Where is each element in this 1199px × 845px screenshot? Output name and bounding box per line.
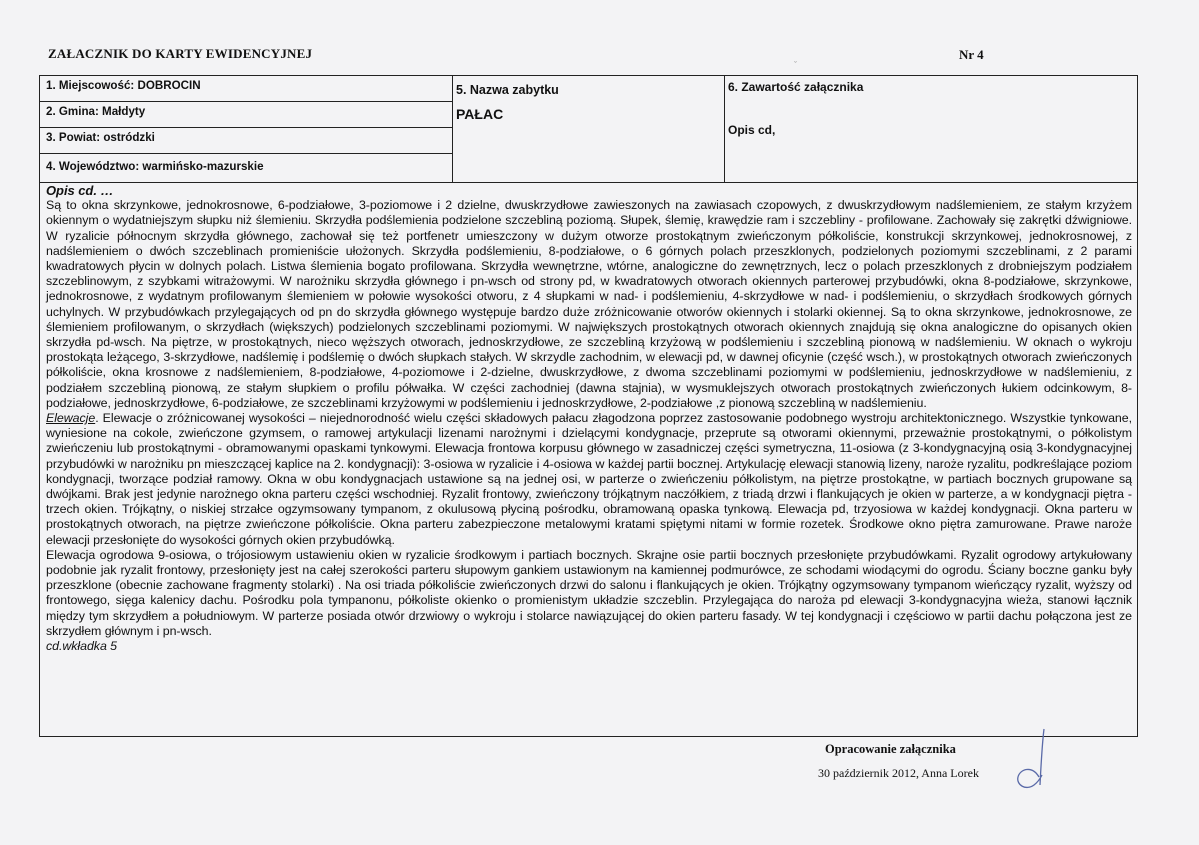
field-gmina: 2. Gmina: Małdyty xyxy=(40,102,452,128)
elevations-paragraph xyxy=(46,411,1132,548)
handwritten-signature xyxy=(1008,725,1048,795)
contents-label: 6. Zawartość załącznika xyxy=(728,80,864,94)
contents-column xyxy=(724,76,1137,182)
scan-mark: ˇ xyxy=(794,60,797,70)
elevations-text: . Elewacje o zróżnicowanej wysokości – niejednorodność wielu części składowych pałacu złagodzona poprzez zastosowanie podobnego wystroju architektonicznego. Wszystkie tynkowane, wyniesione na cokole, zwieńczone gzymsem, o ramowej artykulacji lizenami narożnymi i dzielącymi kondygnacje, przeprute są otworami okiennymi, przeważnie prostokątnymi, o półkolistym zwieńczeniu lub prostokątnymi - obramowanymi opaskami tynkowymi. Elewacja frontowa korpusu głównego w zasadniczej części symetryczna, 11-osiowa (z 3-kondygnacyjną osią 3-kondygnacyjnej przybudówki w narożniku pn mieszczącej kaplice na 2. kondygnacji): 3-osiowa w ryzalicie i 4-osiowa w każdej partii bocznej. Artykulację elewacji stanowią lizeny, naroże ryzalitu, podkreślające poziom kondygnacji, tworzące podział ramowy. Okna w obu kondygnacjach ustawione są na jednej osi, w parterze o zwieńczeniu półkolistym, na piętrze prostokątne, w partiach bocznych grupowane są dwójkami. Brak jest jedynie narożnego okna parteru części wschodniej. Ryzalit frontowy, zwieńczony trójkątnym naczółkiem, z triadą drzwi i flankujących je okien w parterze, a w kondygnacji piętra - trzech okien. Trójkątny, o niskiej strzałce ogzymsowany tympanom, z okulusową płyciną pośrodku, obramowaną opaska tynkową. Elewacja pd, trzyosiowa w każdej kondygnacji. Okna parteru w prostokątnych otworach, na piętrze zwieńczone półkoliście. Okna parteru zabezpieczone metalowymi kratami spiętymi nitami w formie rozetek. Środkowe okno piętra zamurowane. Prawe naroże elewacji przesłonięte do wysokości górnych okien przybudówką. xyxy=(46,411,1132,547)
field-wojewodztwo: 4. Województwo: warmińsko-mazurskie xyxy=(46,160,264,173)
monument-name-label: 5. Nazwa zabytku xyxy=(456,83,559,97)
prepared-by: 30 październik 2012, Anna Lorek xyxy=(818,766,979,780)
windows-paragraph: Są to okna skrzynkowe, jednokrosnowe, 6-podziałowe, 3-poziomowe i 2 dzielne, dwuskrzydłowe zawieszonych na zawiasach czopowych, z dwuskrzydłowym nadślemieniem, ze stałym krzyżem okiennym o wydatniejszym słupku niż ślemieniu. Skrzydła podślemienia podzielone szczebliną poziomą. Słupek, ślemię, krawędzie ram i szczebliny - profilowane. Zachowały się zakrętki dźwigniowe. W ryzalicie północnym skrzydła głównego, zachował się też portfenetr umieszczony w dużym otworze prostokątnym zwieńczonym półkoliście, konstrukcji skrzynkowej, jednokrosnowej, z nadślemieniem o dwóch szczeblinach promieniście ułożonych. Skrzydła podślemieniu, 8-podziałowe, o 6 górnych polach przeszklonych, podzielonych poziomymi szczeblinami, z 2 parami kwadratowych płycin w dolnych polach. Listwa ślemienia bogato profilowana. Skrzydła wewnętrzne, wtórne, analogiczne do zewnętrznych, lecz o polach przeszklonych z drobniejszym podziałem szczeblinowym, z szybkami witrażowymi. W narożniku skrzydła głównego i pn-wsch od strony pd, w kwadratowych otworach okiennych parterowej przybudówki, okna 8-podziałowe, skrzynkowe, jednokrosnowe, z wydatnym profilowanym ślemieniem w połowie wysokości otworu, z 4 słupkami w nad- i podślemieniu, 4-skrzydłowe w nad- i podślemieniu, o skrzydłach środkowych górnych uchylnych. W przybudówkach przylegających od pn do skrzydła głównego występuje bardzo duże zróżnicowanie otworów okiennych i stolarki okiennej. Są to okna skrzynkowe, jednokrosnowe, ze ślemieniem profilowanym, o skrzydłach (większych) podzielonych szczeblinami poziomymi. W największych prostokątnych otworach okiennych znajdują się okna analogiczne do opisanych okien skrzydła pd-wsch. Na piętrze, w prostokątnych, nieco węższych otworach, jednoskrzydłowe, ze szczebliną krzyżową w podślemieniu i szczebliną pionową w nadślemieniu. W oknach o wykroju prostokąta leżącego, 3-skrzydłowe, nadślemię i podślemię o dwóch słupkach stałych. W skrzydle zachodnim, w elewacji pd, w dawnej oficynie (część wsch.), w prostokątnych otworach zwieńczonych półkoliście, okna krosnowe z nadślemieniem, 8-podziałowe, 4-poziomowe i 2-dzielne, dwuskrzydłowe, z dwoma szczeblinami poziomymi w podślemieniu, jednoskrzydłowe w nadślemieniu, z podziałem szczebliną pionową, ze stałym słupkiem o profilu półwałka. W części zachodniej (dawna stajnia), w wysmuklejszych otworach prostokątnych zwieńczonych łukiem odcinkowym, 8-podziałowe, jednoskrzydłowe, 6-podziałowe, ze szczeblinami krzyżowymi w podślemieniu i jednoskrzydłowe, 2-podziałowe ,z pionową szczebliną w nadślemieniu. xyxy=(46,198,1132,410)
description-box xyxy=(39,182,1138,737)
monument-name-value: PAŁAC xyxy=(456,106,504,122)
document-title: ZAŁACZNIK DO KARTY EWIDENCYJNEJ xyxy=(48,46,313,61)
header-table xyxy=(39,75,1138,183)
field-miejscowosc: 1. Miejscowość: DOBROCIN xyxy=(40,76,452,102)
prepared-label: Opracowanie załącznika xyxy=(825,742,956,756)
contents-value: Opis cd, xyxy=(728,123,776,137)
field-powiat: 3. Powiat: ostródzki xyxy=(40,128,452,154)
attachment-number: Nr 4 xyxy=(959,47,984,62)
elevations-subheading: Elewacje xyxy=(46,411,96,426)
monument-name-column xyxy=(452,76,725,182)
continuation-note: cd.wkładka 5 xyxy=(46,639,118,654)
garden-elevation-paragraph: Elewacja ogrodowa 9-osiowa, o trójosiowym ustawieniu okien w ryzalicie środkowym i partiach bocznych. Skrajne osie partii bocznych przesłonięte przybudówkami. Ryzalit ogrodowy artykułowany podobnie jak ryzalit frontowy, przesłonięty jest na całej szerokości parteru słupowym gankiem ustawionym na kamiennej podmurówce, ze schodami wiodącymi do ogrodu. Ściany boczne ganku były przeszklone (obecnie zachowane fragmenty stolarki) . Na osi triada półkoliście zwieńczonych drzwi do salonu i flankujących je okien. Trójkątny ogzymsowany tympanom wieńczący ryzalit, wyższy od frontowego, sięga kalenicy dachu. Pośrodku pola tympanonu, półkoliste okienko o promienistym układzie szczeblin. Przylegająca do naroża pd elewacji 3-kondygnacyjna wieża, stanowi łącznik między tym skrzydłem a południowym. W parterze posiada otwór drzwiowy o wykroju i stolarce nawiązującej do okien parteru fasady. W tej kondygnacji i częściowo w partii dachu połączona jest ze skrzydłem głównym i pn-wsch. xyxy=(46,547,1132,638)
description-heading: Opis cd. … xyxy=(46,183,114,198)
location-column xyxy=(40,76,453,182)
